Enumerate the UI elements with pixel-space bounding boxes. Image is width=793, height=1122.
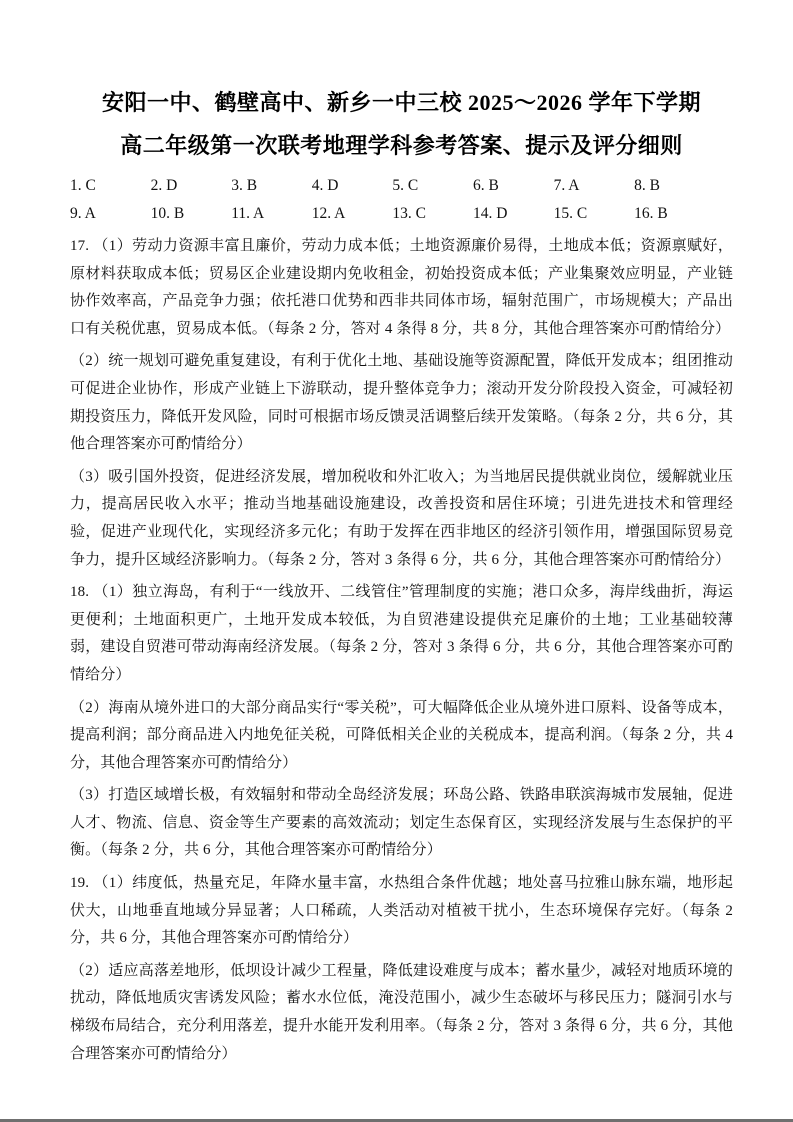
page-title-line-2: 高二年级第一次联考地理学科参考答案、提示及评分细则 [120, 133, 683, 158]
choice-answer-5: 5. C [392, 177, 419, 194]
answer-q19-part2: （2）适应高落差地形，低坝设计减少工程量，降低建设难度与成本；蓄水量少，减轻对地质环境的扰动，降低地质灾害诱发风险；蓄水水位低，淹没范围小，减少生态破坏与移民压力；隧洞引水与梯级布局结合，充分利用落差，提升水能开发利用率。（每条 2 分，答对 3 条得 6 分，共 6 分，其他合理答案亦可酌情给分） [70, 962, 733, 1062]
choice-answer-9: 9. A [70, 205, 96, 222]
choice-answer-1: 1. C [70, 177, 96, 194]
choice-answer-2: 2. D [150, 177, 178, 194]
multiple-choice-answer-grid [70, 176, 715, 223]
choice-answer-15: 15. C [553, 205, 588, 222]
answer-q19-part1: 19. （1）纬度低，热量充足，年降水量丰富，水热组合条件优越；地处喜马拉雅山脉东端，地形起伏大，山地垂直地域分异显著；人口稀疏，人类活动对植被干扰小，生态环境保存完好。（每条 2 分，共 6 分，其他合理答案亦可酌情给分） [70, 875, 733, 947]
choice-answer-10: 10. B [150, 205, 185, 222]
choice-answer-12: 12. A [311, 205, 346, 222]
choice-answer-8: 8. B [634, 177, 660, 194]
choice-answer-14: 14. D [472, 205, 508, 222]
choice-answer-11: 11. A [231, 205, 265, 222]
choice-answer-3: 3. B [231, 177, 258, 194]
choice-answer-13: 13. C [392, 205, 426, 222]
document-header [70, 90, 733, 159]
free-response-answers [70, 233, 733, 1068]
answer-q18-part2: （2）海南从境外进口的大部分商品实行“零关税”，可大幅降低企业从境外进口原料、设备等成本，提高利润；部分商品进入内地免征关税，可降低相关企业的关税成本，提高利润。（每条 2 分，共 4 分，其他合理答案亦可酌情给分） [70, 699, 733, 771]
answer-q17-part3: （3）吸引国外投资，促进经济发展，增加税收和外汇收入；为当地居民提供就业岗位，缓解就业压力，提高居民收入水平；推动当地基础设施建设，改善投资和居住环境；引进先进技术和管理经验，促进产业现代化，实现经济多元化；有助于发挥在西非地区的经济引领作用，增强国际贸易竞争力，提升区域经济影响力。（每条 2 分，答对 3 条得 6 分，共 6 分，其他合理答案亦可酌情给分） [70, 468, 733, 568]
answer-q17-part1: 17. （1）劳动力资源丰富且廉价，劳动力成本低；土地资源廉价易得，土地成本低；资源禀赋好，原材料获取成本低；贸易区企业建设期内免收租金，初始投资成本低；产业集聚效应明显，产业链协作效率高，产品竞争力强；依托港口优势和西非共同体市场，辐射范围广，市场规模大；产品出口有关税优惠，贸易成本低。（每条 2 分，答对 4 条得 8 分，共 8 分，其他合理答案亦可酌情给分） [70, 238, 733, 337]
page-title-line-1: 安阳一中、鹤壁高中、新乡一中三校 2025～2026 学年下学期 [101, 90, 701, 115]
answer-q17-part2: （2）统一规划可避免重复建设，有利于优化土地、基础设施等资源配置，降低开发成本；组团推动可促进企业协作，形成产业链上下游联动，提升整体竞争力；滚动开发分阶段投入资金，可减轻初期投资压力，降低开发风险，同时可根据市场反馈灵活调整后续开发策略。（每条 2 分，共 6 分，其他合理答案亦可酌情给分） [70, 353, 733, 453]
choice-answer-6: 6. B [472, 177, 499, 194]
choice-answer-4: 4. D [311, 177, 339, 194]
choice-answer-7: 7. A [553, 177, 580, 194]
choice-answer-16: 16. B [634, 205, 668, 222]
answer-q18-part1: 18. （1）独立海岛，有利于“一线放开、二线管住”管理制度的实施；港口众多，海岸线曲折，海运更便利；土地面积更广，土地开发成本较低，为自贸港建设提供充足廉价的土地；工业基础较薄弱，建设自贸港可带动海南经济发展。（每条 2 分，答对 3 条得 6 分，共 6 分，其他合理答案亦可酌情给分） [70, 584, 733, 683]
answer-q18-part3: （3）打造区域增长极，有效辐射和带动全岛经济发展；环岛公路、铁路串联滨海城市发展轴，促进人才、物流、信息、资金等生产要素的高效流动；划定生态保育区，实现经济发展与生态保护的平衡。（每条 2 分，共 6 分，其他合理答案亦可酌情给分） [70, 787, 733, 859]
